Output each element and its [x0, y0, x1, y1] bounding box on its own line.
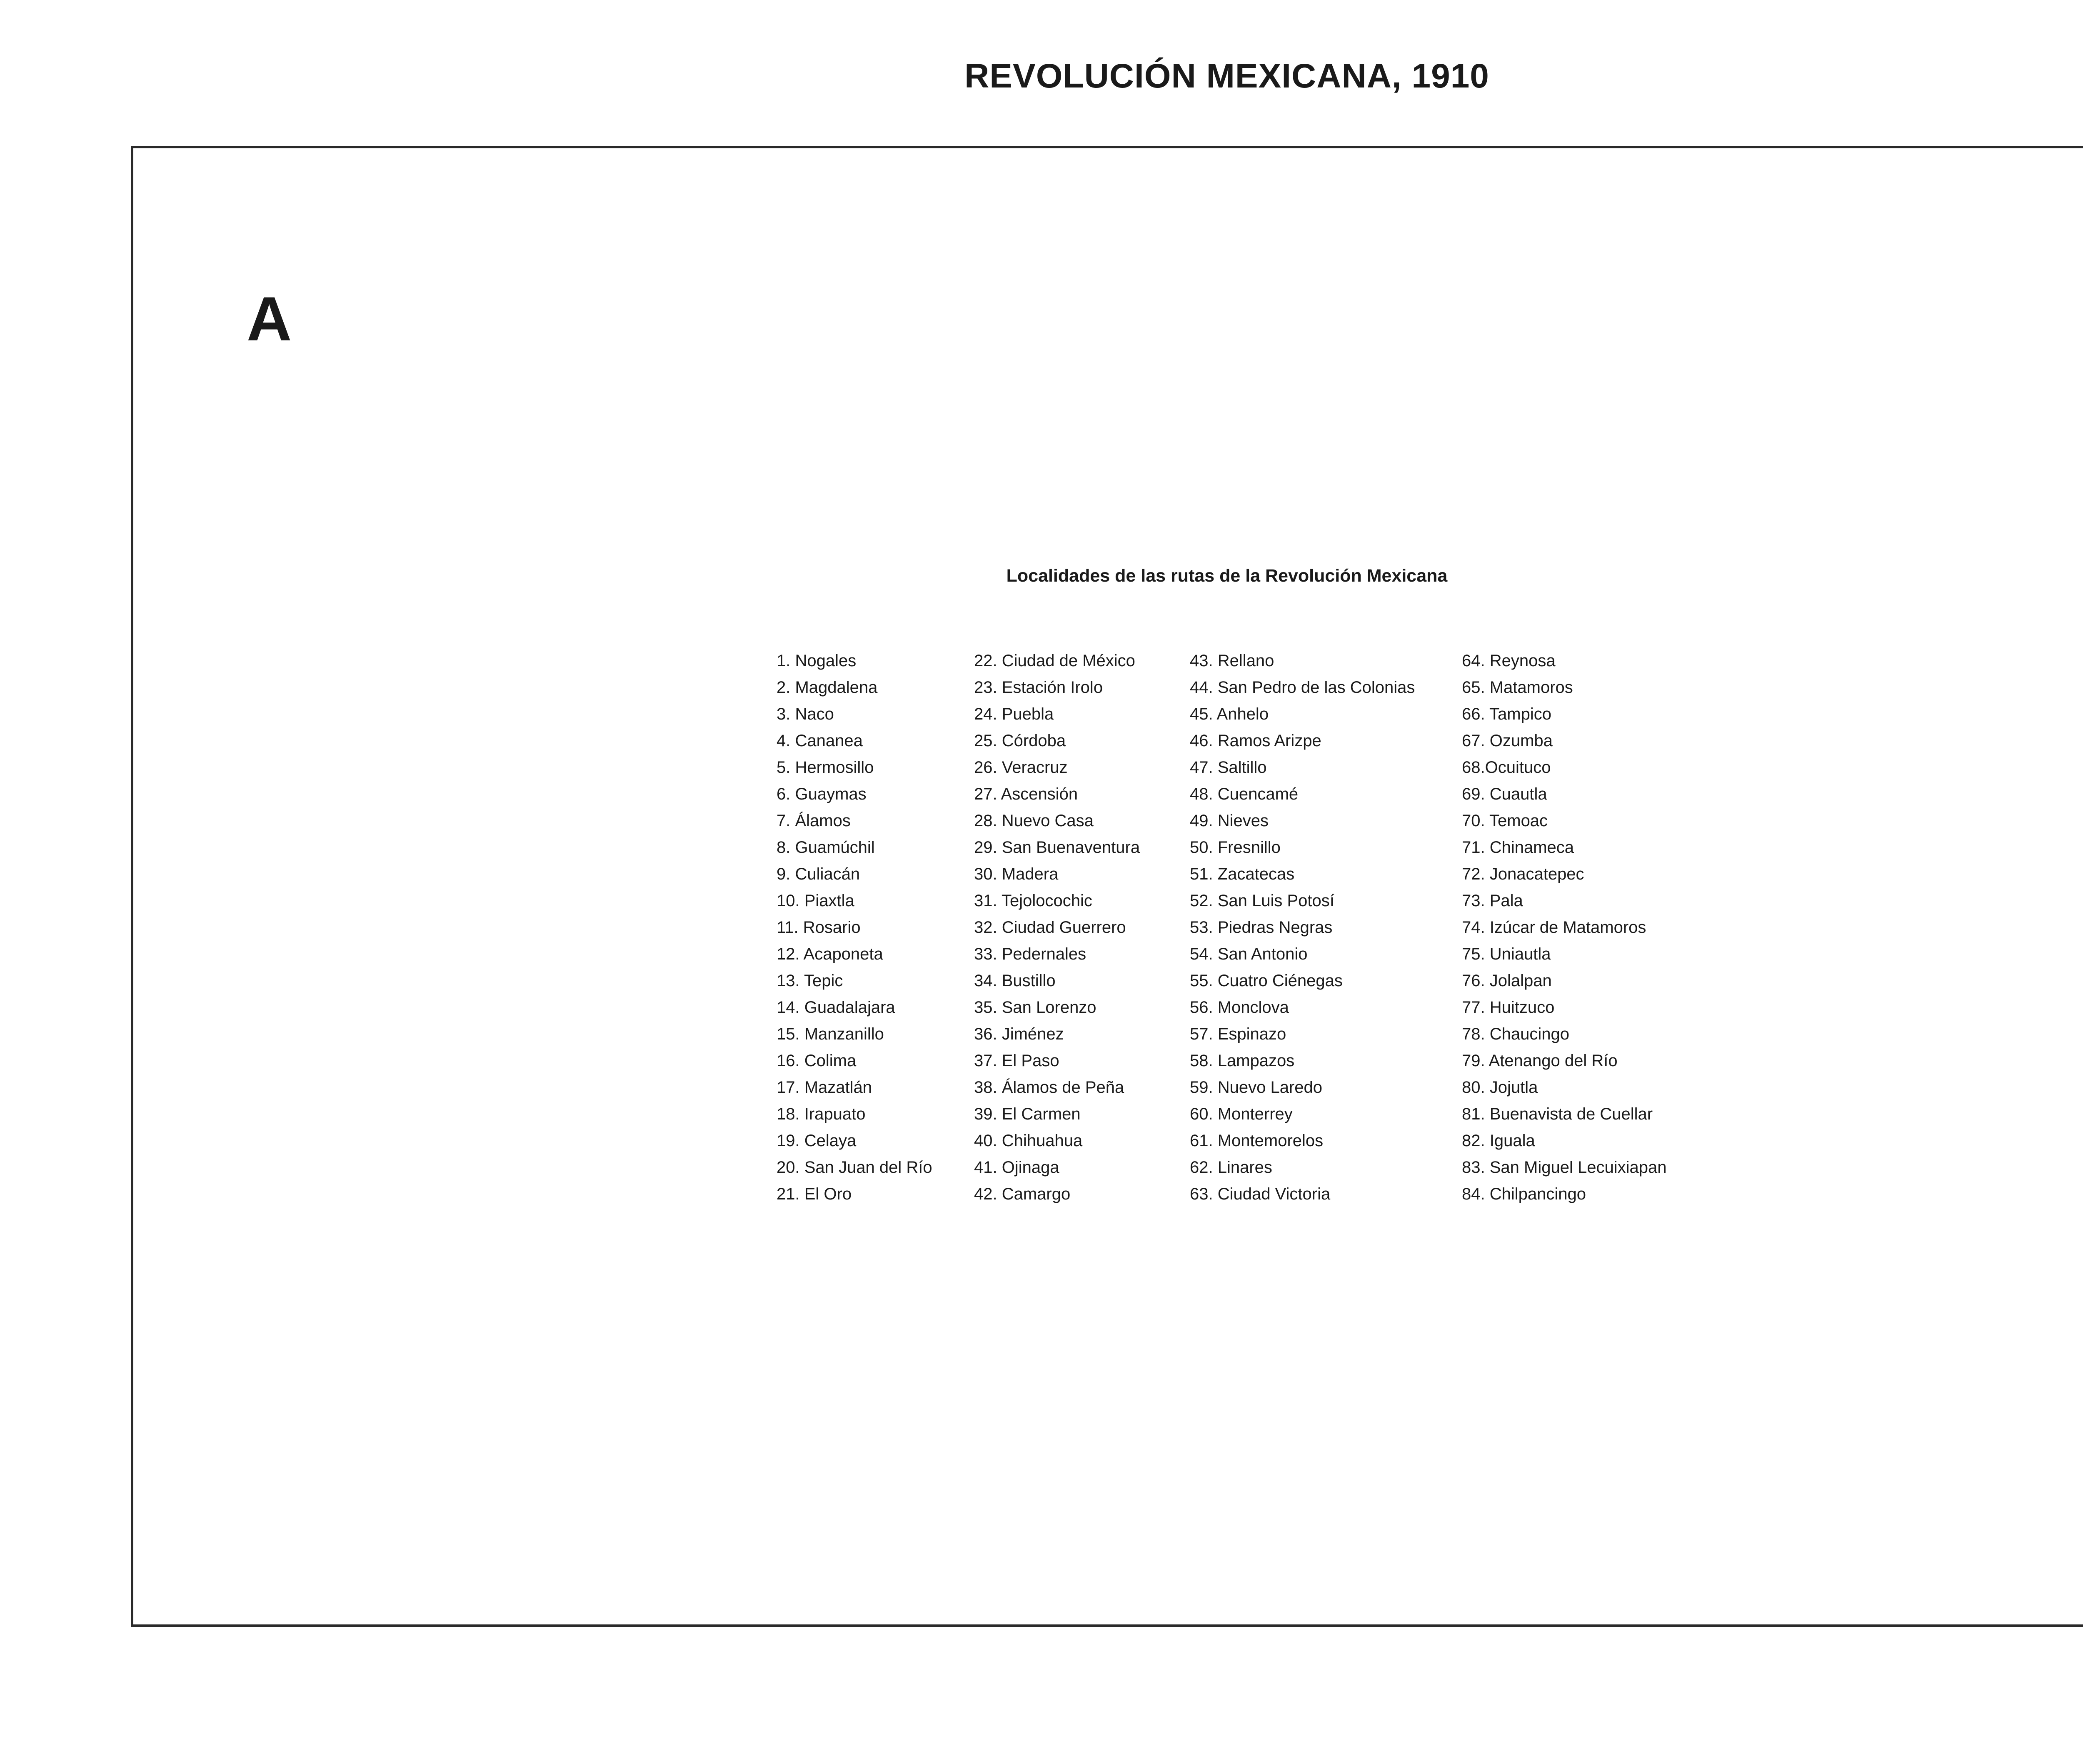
legend-item: 22. Ciudad de México — [974, 652, 1135, 670]
legend-item: 12. Acaponeta — [777, 945, 883, 963]
legend-item: 69. Cuautla — [1462, 785, 1547, 803]
legend-item: 7. Álamos — [777, 812, 851, 830]
legend-item: 45. Anhelo — [1190, 705, 1269, 723]
legend-item: 17. Mazatlán — [777, 1078, 872, 1097]
legend-item: 4. Cananea — [777, 732, 863, 750]
legend-item: 74. Izúcar de Matamoros — [1462, 918, 1646, 937]
legend-column-4 — [1462, 647, 1666, 1207]
legend-item: 33. Pedernales — [974, 945, 1086, 963]
legend-item: 21. El Oro — [777, 1185, 852, 1203]
legend-item: 67. Ozumba — [1462, 732, 1553, 750]
legend-item: 19. Celaya — [777, 1132, 857, 1150]
legend-item: 61. Montemorelos — [1190, 1132, 1324, 1150]
legend-item: 6. Guaymas — [777, 785, 867, 803]
legend-item: 15. Manzanillo — [777, 1025, 884, 1043]
legend-item: 79. Atenango del Río — [1462, 1052, 1618, 1070]
legend-item: 2. Magdalena — [777, 678, 878, 697]
legend-item: 5. Hermosillo — [777, 758, 874, 777]
legend-item: 51. Zacatecas — [1190, 865, 1295, 883]
legend-item: 65. Matamoros — [1462, 678, 1573, 697]
legend-item: 29. San Buenaventura — [974, 838, 1140, 857]
legend-item: 1. Nogales — [777, 652, 857, 670]
legend-item: 11. Rosario — [777, 918, 861, 937]
legend-item: 78. Chaucingo — [1462, 1025, 1569, 1043]
legend-item: 76. Jolalpan — [1462, 972, 1552, 990]
legend-item: 56. Monclova — [1190, 998, 1289, 1017]
legend-item: 53. Piedras Negras — [1190, 918, 1333, 937]
legend-item: 27. Ascensión — [974, 785, 1078, 803]
legend-item: 10. Piaxtla — [777, 892, 854, 910]
legend-item: 83. San Miguel Lecuixiapan — [1462, 1158, 1667, 1177]
legend-item: 57. Espinazo — [1190, 1025, 1286, 1043]
legend-item: 47. Saltillo — [1190, 758, 1267, 777]
page-title: REVOLUCIÓN MEXICANA, 1910 — [964, 57, 1489, 95]
legend-item: 66. Tampico — [1462, 705, 1551, 723]
legend-item: 72. Jonacatepec — [1462, 865, 1584, 883]
legend-item: 41. Ojinaga — [974, 1158, 1059, 1177]
legend-item: 43. Rellano — [1190, 652, 1274, 670]
legend-item: 77. Huitzuco — [1462, 998, 1555, 1017]
legend-item: 50. Fresnillo — [1190, 838, 1281, 857]
legend-item: 71. Chinameca — [1462, 838, 1574, 857]
legend-item: 49. Nieves — [1190, 812, 1269, 830]
legend-column-2 — [974, 647, 1140, 1207]
legend-title: Localidades de las rutas de la Revolución Mexicana — [1006, 566, 1448, 586]
legend-item: 73. Pala — [1462, 892, 1523, 910]
legend-column-3 — [1190, 647, 1415, 1207]
legend-item: 39. El Carmen — [974, 1105, 1081, 1123]
legend-item: 60. Monterrey — [1190, 1105, 1293, 1123]
legend-item: 24. Puebla — [974, 705, 1054, 723]
legend-item: 75. Uniautla — [1462, 945, 1551, 963]
legend-item: 46. Ramos Arizpe — [1190, 732, 1321, 750]
legend-item: 30. Madera — [974, 865, 1059, 883]
legend-item: 3. Naco — [777, 705, 834, 723]
legend-item: 54. San Antonio — [1190, 945, 1308, 963]
legend-item: 63. Ciudad Victoria — [1190, 1185, 1331, 1203]
legend-item: 59. Nuevo Laredo — [1190, 1078, 1323, 1097]
legend-item: 82. Iguala — [1462, 1132, 1535, 1150]
legend-item: 58. Lampazos — [1190, 1052, 1295, 1070]
legend-item: 44. San Pedro de las Colonias — [1190, 678, 1415, 697]
legend-item: 37. El Paso — [974, 1052, 1059, 1070]
legend-item: 68.Ocuituco — [1462, 758, 1551, 777]
legend-column-1 — [777, 647, 932, 1207]
legend-item: 14. Guadalajara — [777, 998, 895, 1017]
legend-item: 80. Jojutla — [1462, 1078, 1538, 1097]
legend-item: 40. Chihuahua — [974, 1132, 1083, 1150]
legend-item: 16. Colima — [777, 1052, 857, 1070]
legend-item: 35. San Lorenzo — [974, 998, 1096, 1017]
legend-item: 38. Álamos de Peña — [974, 1078, 1124, 1097]
legend-item: 64. Reynosa — [1462, 652, 1556, 670]
legend-item: 8. Guamúchil — [777, 838, 875, 857]
legend-item: 48. Cuencamé — [1190, 785, 1299, 803]
legend-item: 32. Ciudad Guerrero — [974, 918, 1126, 937]
legend-item: 20. San Juan del Río — [777, 1158, 932, 1177]
legend-item: 34. Bustillo — [974, 972, 1056, 990]
legend-item: 9. Culiacán — [777, 865, 860, 883]
legend-item: 81. Buenavista de Cuellar — [1462, 1105, 1653, 1123]
legend-item: 26. Veracruz — [974, 758, 1068, 777]
legend-item: 28. Nuevo Casa — [974, 812, 1094, 830]
legend-item: 25. Córdoba — [974, 732, 1066, 750]
legend-item: 23. Estación Irolo — [974, 678, 1103, 697]
legend-item: 18. Irapuato — [777, 1105, 866, 1123]
legend-item: 70. Temoac — [1462, 812, 1548, 830]
legend-item: 31. Tejolocochic — [974, 892, 1092, 910]
legend-item: 36. Jiménez — [974, 1025, 1064, 1043]
panel-letter: A — [247, 284, 292, 354]
legend-item: 13. Tepic — [777, 972, 843, 990]
legend-item: 84. Chilpancingo — [1462, 1185, 1586, 1203]
legend-item: 62. Linares — [1190, 1158, 1272, 1177]
legend-item: 52. San Luis Potosí — [1190, 892, 1334, 910]
legend-item: 42. Camargo — [974, 1185, 1071, 1203]
legend-item: 55. Cuatro Ciénegas — [1190, 972, 1343, 990]
